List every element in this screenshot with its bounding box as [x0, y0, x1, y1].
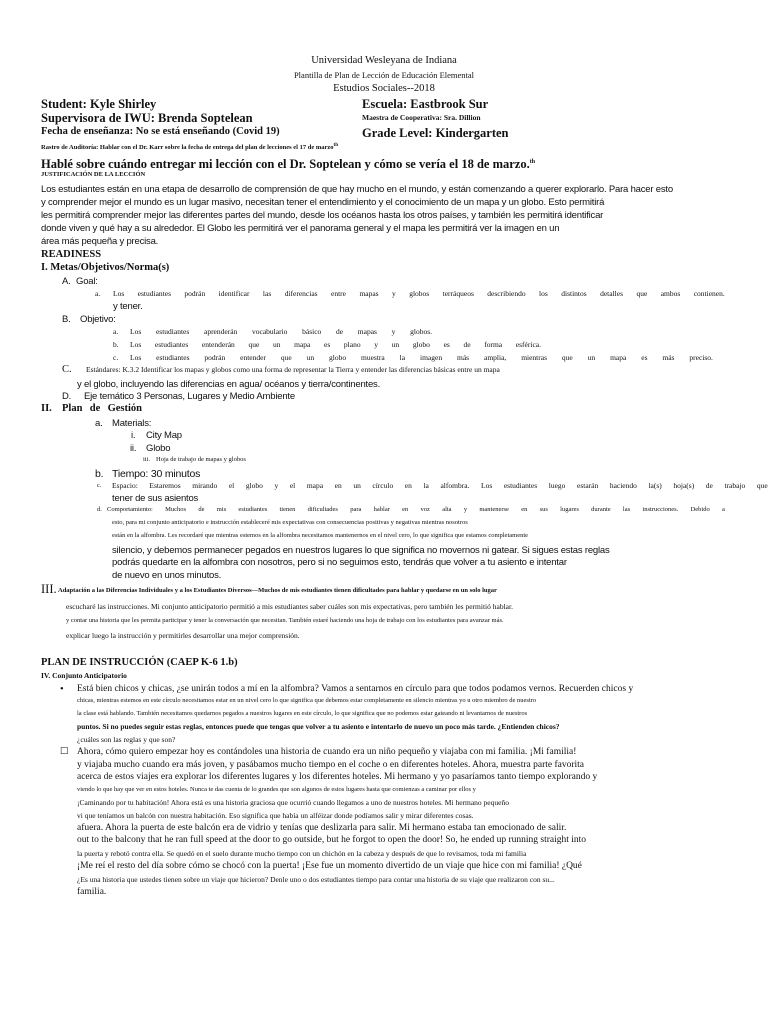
word: mapas [359, 289, 379, 298]
word: en [402, 506, 409, 513]
instruction-heading: PLAN DE INSTRUCCIÓN (CAEP K-6 1.b) [41, 657, 238, 668]
word: hablar [373, 506, 390, 513]
word: podrán [204, 353, 226, 362]
management-marker: II. [41, 403, 52, 414]
word: que [756, 481, 768, 490]
adaptation-line-2: escucharé las instrucciones. Mi conjunto anticipatorio permitió a mis estudiantes saber cuáles son mis expectativas, pero también les permitió hablar. [66, 602, 513, 611]
word: la [399, 353, 406, 362]
material-city-map: City Map [146, 430, 182, 441]
story-line: la puerta y rebotó contra ella. Se quedó en el suelo durante mucho tiempo con un chichón en la cabeza y después de que lo revisamos, toda mi familia [77, 849, 527, 858]
coop-teacher: Maestra de Cooperativa: Sra. Dillion [362, 113, 481, 122]
word: el [289, 481, 296, 490]
word: y [274, 481, 279, 490]
word: sus [539, 506, 548, 513]
word: lugares [560, 506, 579, 513]
word: estudiantes [503, 481, 538, 490]
goal-text [113, 290, 725, 298]
word: Muchos [165, 506, 187, 513]
word: Los [130, 340, 142, 349]
word: globos. [410, 327, 432, 336]
objective-marker: B. [62, 314, 71, 325]
objective-a-text [130, 328, 432, 336]
word: en [334, 481, 342, 490]
material-globe: Globo [146, 443, 171, 454]
story-line: vi que teníamos un balcón con nuestra habitación. Eso significa que había un alféizar donde podíamos salir y mirar diferentes cosas. [77, 811, 474, 820]
word: Gestión [107, 403, 142, 414]
word: detalles [600, 289, 624, 298]
standards-text: Estándares: K.3.2 Identificar los mapas y globos como una forma de representar la Tierra y entender las diferencias básicas entre un mapa [86, 365, 500, 374]
word: en [521, 506, 528, 513]
word: dificultades [307, 506, 338, 513]
materials-label: Materials: [112, 418, 152, 429]
university-name: Universidad Wesleyana de Indiana [311, 55, 457, 66]
word: Los [130, 327, 142, 336]
story-line: acerca de estos viajes era explorar los diferentes lugares y los diferentes hoteles. Mi hermano y yo pasaríamos tanto tiempo explorando y [77, 772, 598, 782]
word: entre [331, 289, 347, 298]
word: trabajo [724, 481, 746, 490]
justification-line: área más pequeña y precisa. [41, 236, 159, 247]
goal-sub-marker: a. [95, 289, 101, 298]
school-name: Escuela: Eastbrook Sur [362, 97, 489, 111]
word: Los [113, 289, 125, 298]
word: un [306, 353, 315, 362]
word: de [335, 327, 344, 336]
goal-label: Goal: [76, 276, 98, 287]
intro-line: la clase está hablando. También necesitamos quedarnos pegados a nuestros lugares en este círculo, lo que significa que no podemos estar gateando ni levantarnos de nuestros [77, 710, 528, 717]
material-i-marker: i. [131, 430, 136, 441]
story-line: familia. [77, 887, 107, 897]
word: muestra [361, 353, 385, 362]
word: Los [130, 353, 142, 362]
word: más [456, 353, 470, 362]
word: es [324, 340, 331, 349]
word: entenderán [201, 340, 235, 349]
word: mantenerse [479, 506, 509, 513]
objective-b-text [130, 341, 541, 349]
word: a [721, 506, 725, 513]
word: diferencias [284, 289, 318, 298]
standards-text-cont: y el globo, incluyendo las diferencias en agua/ océanos y tierra/continentes. [77, 379, 381, 390]
word: círculo [372, 481, 394, 490]
word: identificar [218, 289, 250, 298]
word: que [561, 353, 573, 362]
bullet-dot: • [60, 684, 64, 695]
word: estudiantes [238, 506, 268, 513]
word: que [248, 340, 260, 349]
word: Plan [62, 403, 83, 414]
adaptation-line-3: y contar una historia que les permita participar y tener la conversación que necesitan. También estaré haciendo una hoja de trabajo con los estudiantes para avanzar más. [66, 617, 504, 624]
intro-line: ¿cuáles son las reglas y que son? [77, 735, 176, 744]
word: esférica. [515, 340, 541, 349]
word: un [353, 481, 361, 490]
story-line: out to the balcony that he ran full speed at the door to go outside, but he forgot to open the door! So, he ended up running straight into [77, 835, 587, 845]
word: de [705, 481, 713, 490]
goal-marker: A. [62, 276, 71, 287]
word: las [622, 506, 631, 513]
word: que [636, 289, 648, 298]
space-marker: c. [97, 482, 102, 489]
word: globo [412, 340, 430, 349]
word: mapa [610, 353, 627, 362]
word: luego [548, 481, 566, 490]
word: los [539, 289, 548, 298]
intro-line: puntos. Si no puedes seguir estas reglas, entonces puede que tengas que volver a tu asiento e intentarlo de nuevo un poco más tarde. ¿Entienden chicos? [77, 722, 560, 731]
plan-title: Plantilla de Plan de Lección de Educación Elemental [293, 70, 475, 80]
talked-note-text: Hablé sobre cuándo entregar mi lección con el Dr. Soptelean y cómo se vería el 18 de marzo. [41, 157, 530, 171]
goal-text-cont: y tener. [113, 301, 143, 312]
standards-marker: C. [62, 364, 72, 375]
word: Espacio: [112, 481, 138, 490]
behavior-line-5: podrás quedarte en la alfombra con nosotros, pero si no seguimos esto, tendrás que volver a tu asiento e intentar [112, 557, 567, 568]
behavior-marker: d. [97, 506, 102, 513]
word: hoja(s) [673, 481, 695, 490]
word: un [272, 340, 281, 349]
word: mapa [294, 340, 311, 349]
adaptation-line-4: explicar luego la instrucción y permitirles desarrollar una mejor comprensión. [66, 631, 300, 640]
story-line: viendo lo que hay que ver en estos hoteles. Nunca te das cuenta de lo grandes que son algunos de estos lugares hasta que comienzas a caminar por ellos y [77, 786, 476, 793]
word: para [350, 506, 362, 513]
story-line: y viajaba mucho cuando era más joven, y pasábamos mucho tiempo en el coche o en diferentes hoteles. Ahora, muestra parte favorita [77, 760, 585, 770]
objective-c-marker: c. [113, 353, 119, 362]
word: globo [329, 353, 347, 362]
materials-marker: a. [95, 418, 103, 429]
behavior-line-3: están en la alfombra. Les recordaré que mientras estemos en la alfombra necesitamos mantenernos en el nivel cero, lo que significa que estamos completamente [112, 532, 529, 539]
justification-line: les permitirá comprender mejor las diferentes partes del mundo, desde los océanos hasta los otros países, y también les permitirá identificar [41, 210, 604, 221]
adaptation-marker: III. [41, 582, 57, 596]
word: mis [216, 506, 227, 513]
time-text: Tiempo: 30 minutos [112, 468, 201, 480]
word: la [423, 481, 429, 490]
behavior-line-4: silencio, y debemos permanecer pegados en nuestros lugares lo que significa no movernos ni gatear. Si sigues estas reglas [112, 545, 610, 556]
intro-line: chicas, mientras estemos en este círculo necesitamos estar en un nivel cero lo que significa que debemos estar completamente en silencio mientras yo u otro miembro de nuestro [77, 697, 537, 704]
grade-level: Grade Level: Kindergarten [362, 126, 509, 140]
audit-trail-text: Rastro de Auditoría: Hablar con el Dr. Karr sobre la fecha de entrega del plan de lecciones el 17 de marzo [41, 144, 334, 152]
student-name: Student: Kyle Shirley [41, 97, 157, 111]
word: estarán [576, 481, 599, 490]
word: un [391, 340, 400, 349]
word: contienen. [693, 289, 725, 298]
word: mapas [357, 327, 377, 336]
word: durante [591, 506, 611, 513]
story-line: ¿Es una historia que ustedes tienen sobre un viaje que hicieron? Denle uno o dos estudiantes tiempo para contar una historia de su viaje que realizaron con su... [77, 875, 555, 884]
word: forma [484, 340, 503, 349]
word: vocabulario [252, 327, 288, 336]
behavior-text [107, 507, 725, 514]
word: y [391, 327, 396, 336]
word: un [587, 353, 596, 362]
word: imagen [420, 353, 443, 362]
word: básico [302, 327, 322, 336]
audit-trail-sup: th [333, 143, 338, 148]
material-iii-marker: iii. [143, 456, 151, 463]
talked-note [41, 158, 535, 171]
word: que [280, 353, 292, 362]
word: ambos [660, 289, 681, 298]
teaching-date: Fecha de enseñanza: No se está enseñando (Covid 19) [41, 126, 280, 137]
material-worksheet: Hoja de trabajo de mapas y globos [156, 456, 246, 463]
word: y [374, 340, 378, 349]
word: plano [343, 340, 361, 349]
word: de [198, 506, 205, 513]
objective-label: Objetivo: [80, 314, 116, 325]
word: Los [481, 481, 493, 490]
word: voz [420, 506, 430, 513]
word: mirando [192, 481, 218, 490]
word: es [443, 340, 450, 349]
word: la(s) [648, 481, 662, 490]
subject-year: Estudios Sociales--2018 [333, 83, 435, 94]
theme-text: Eje temático 3 Personas, Lugares y Medio Ambiente [84, 391, 295, 402]
word: tienen [279, 506, 296, 513]
word: amplia, [483, 353, 507, 362]
word: mientras [521, 353, 548, 362]
word: el [228, 481, 235, 490]
story-line: afuera. Ahora la puerta de este balcón era de vidrio y tenías que deslizarla para salir. Mi hermano estaba tan emocionado de salir. [77, 823, 567, 833]
word: preciso. [689, 353, 713, 362]
word: más [662, 353, 675, 362]
word: estudiantes [156, 353, 190, 362]
word: en [404, 481, 412, 490]
word: mapa [306, 481, 324, 490]
word: instrucciones. [642, 506, 679, 513]
story-line: ¡Caminando por tu habitación! Ahora está es una historia graciosa que ocurrió cuando llegamos a uno de nuestros hoteles. Mi hermano pequeño [77, 798, 509, 807]
talked-note-sup: th [529, 158, 536, 165]
space-text [112, 482, 768, 490]
word: es [641, 353, 648, 362]
justification-heading: JUSTIFICACIÓN DE LA LECCIÓN [41, 171, 146, 178]
word: Comportamiento: [107, 506, 153, 513]
bullet-box: ☐ [60, 747, 69, 757]
word: entender [240, 353, 266, 362]
word: alfombra. [440, 481, 470, 490]
word: Estaremos [149, 481, 181, 490]
objective-a-marker: a. [113, 327, 119, 336]
section-goals-heading: I. Metas/Objetivos/Norma(s) [41, 262, 170, 273]
word: estudiantes [137, 289, 171, 298]
management-heading [62, 404, 142, 415]
word: alta [442, 506, 452, 513]
audit-trail [41, 143, 338, 152]
word: distintos [561, 289, 587, 298]
supervisor-name: Supervisora de IWU: Brenda Soptelean [41, 111, 253, 125]
readiness-heading: READINESS [41, 249, 102, 260]
justification-line: y comprender mejor el mundo es un lugar masivo, necesitan tener el entendimiento y el conocimiento de un mapa y un globo. Esto permitirá [41, 197, 605, 208]
objective-c-text [130, 354, 713, 362]
word: podrán [184, 289, 206, 298]
word: Debido [690, 506, 710, 513]
theme-marker: D. [62, 391, 72, 402]
intro-line: Está bien chicos y chicas, ¿se unirán todos a mí en la alfombra? Vamos a sentarnos en círculo para que todos podamos vernos. Recuerden chicos y [77, 684, 634, 694]
justification-line: Los estudiantes están en una etapa de desarrollo de comprensión de que hay mucho en el mundo, y están comenzando a querer explorarlo. Para hacer esto [41, 184, 673, 195]
word: describiendo [487, 289, 526, 298]
word: haciendo [609, 481, 637, 490]
material-ii-marker: ii. [130, 443, 137, 454]
word: de [463, 340, 471, 349]
story-line: Ahora, cómo quiero empezar hoy es contándoles una historia de cuando era un niño pequeño y viajaba con mi familia. ¡Mi familia! [77, 747, 577, 757]
time-marker: b. [95, 468, 104, 480]
word: aprenderán [203, 327, 238, 336]
justification-line: donde viven y qué hay a su alrededor. El Globo les permitirá ver el panorama general y el mapa les permitirá ver la imagen en un [41, 223, 560, 234]
word: de [89, 403, 101, 414]
behavior-line-6: de nuevo en unos minutos. [112, 570, 222, 581]
space-text-cont: tener de sus asientos [112, 493, 199, 504]
word: estudiantes [155, 327, 190, 336]
word: estudiantes [154, 340, 189, 349]
word: globo [245, 481, 263, 490]
behavior-line-2: esto, para mi conjunto anticipatorio e instrucción estableceré mis expectativas con consecuencias positivas y negativas mientras nosotros [112, 519, 468, 526]
objective-b-marker: b. [113, 340, 119, 349]
adaptation-heading: Adaptación a las Diferencias Individuales y a los Estudiantes Diversos—Muchos de mis estudiantes tienen dificultades para hablar y quedarse en un solo lugar [58, 587, 497, 594]
word: y [392, 289, 396, 298]
word: las [262, 289, 272, 298]
word: terráqueos [442, 289, 474, 298]
anticipatory-set-heading: IV. Conjunto Anticipatorio [41, 671, 127, 680]
story-line: ¡Me reí el resto del día sobre cómo se chocó con la puerta! ¡Ese fue un momento divertido de un viaje que hice con mi familia! ¿Qué [77, 861, 582, 871]
word: y [463, 506, 468, 513]
word: globos [409, 289, 430, 298]
